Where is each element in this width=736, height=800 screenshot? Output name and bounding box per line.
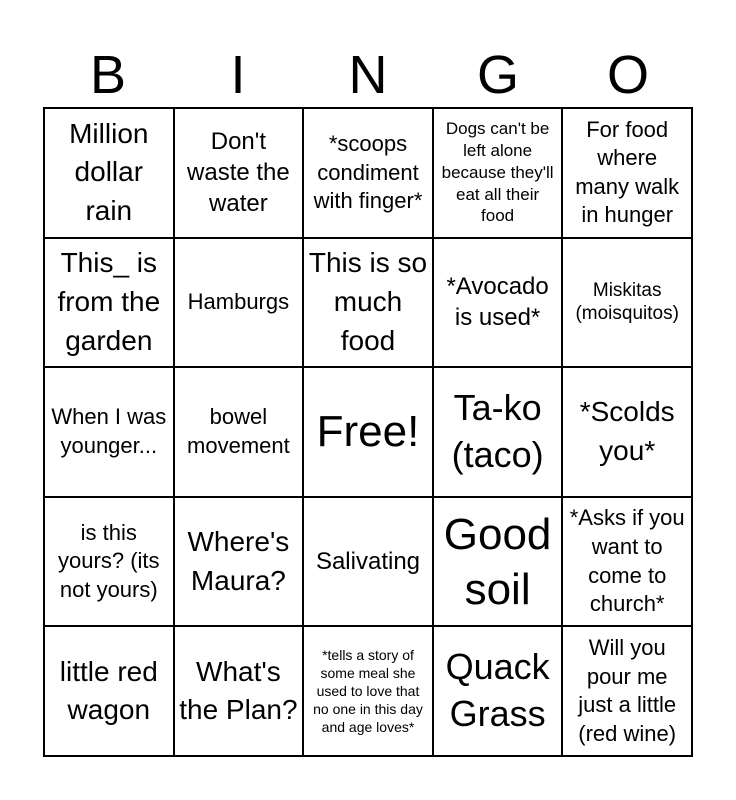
- bingo-cell[interactable]: *Scolds you*: [562, 367, 692, 497]
- bingo-cell[interactable]: *Avocado is used*: [433, 238, 563, 368]
- bingo-cell[interactable]: bowel movement: [174, 367, 304, 497]
- bingo-cell[interactable]: Dogs can't be left alone because they'll eat all their food: [433, 108, 563, 238]
- bingo-cell[interactable]: Where's Maura?: [174, 497, 304, 627]
- bingo-cell[interactable]: Hamburgs: [174, 238, 304, 368]
- bingo-cell[interactable]: When I was younger...: [44, 367, 174, 497]
- header-letter-i: I: [230, 45, 246, 105]
- bingo-cell[interactable]: *scoops condiment with finger*: [303, 108, 433, 238]
- bingo-cell[interactable]: is this yours? (its not yours): [44, 497, 174, 627]
- header-letter-b: B: [89, 45, 127, 105]
- bingo-header: [43, 44, 693, 106]
- bingo-cell[interactable]: Salivating: [303, 497, 433, 627]
- free-space[interactable]: Free!: [303, 367, 433, 497]
- bingo-cell[interactable]: Will you pour me just a little (red wine): [562, 626, 692, 756]
- bingo-cell[interactable]: Miskitas (moisquitos): [562, 238, 692, 368]
- header-letter-o: O: [606, 45, 649, 105]
- bingo-cell[interactable]: This is so much food: [303, 238, 433, 368]
- bingo-cell[interactable]: *Asks if you want to come to church*: [562, 497, 692, 627]
- bingo-cell[interactable]: Quack Grass: [433, 626, 563, 756]
- bingo-cell[interactable]: This_ is from the garden: [44, 238, 174, 368]
- bingo-cell[interactable]: What's the Plan?: [174, 626, 304, 756]
- bingo-cell[interactable]: For food where many walk in hunger: [562, 108, 692, 238]
- bingo-cell[interactable]: Ta-ko (taco): [433, 367, 563, 497]
- bingo-cell[interactable]: Don't waste the water: [174, 108, 304, 238]
- bingo-cell[interactable]: little red wagon: [44, 626, 174, 756]
- bingo-card: [43, 107, 693, 757]
- header-letter-n: N: [348, 45, 388, 105]
- header-letter-g: G: [476, 45, 519, 105]
- bingo-cell[interactable]: Million dollar rain: [44, 108, 174, 238]
- bingo-cell[interactable]: Good soil: [433, 497, 563, 627]
- bingo-cell[interactable]: *tells a story of some meal she used to love that no one in this day and age loves*: [303, 626, 433, 756]
